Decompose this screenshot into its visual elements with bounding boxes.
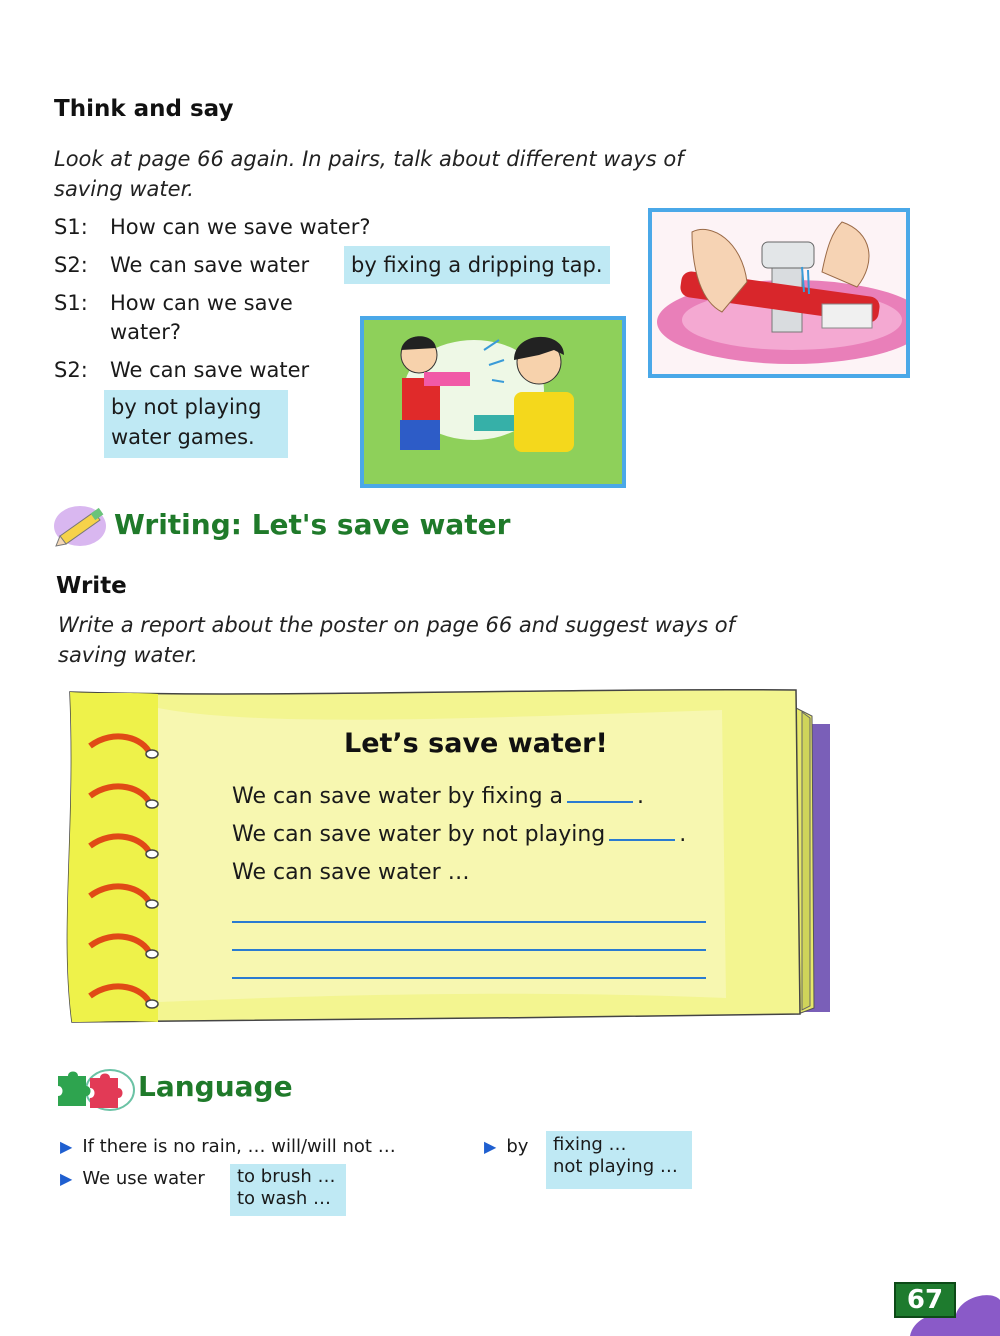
dialogue-line xyxy=(54,212,370,242)
write-instruction xyxy=(58,610,735,670)
blank-field[interactable] xyxy=(567,783,633,803)
notebook-line xyxy=(232,782,644,812)
language-section-title: Language xyxy=(138,1070,293,1103)
instruction-line: saving water. xyxy=(54,177,194,201)
puzzle-icon xyxy=(54,1064,136,1114)
page-number: 67 xyxy=(894,1282,956,1318)
highlight-line: not playing … xyxy=(553,1156,678,1177)
water-games-illustration xyxy=(360,316,626,488)
instruction-line: saving water. xyxy=(58,643,198,667)
instruction-line: Look at page 66 again. In pairs, talk about different ways of xyxy=(54,147,684,171)
dialogue-text: How can we save xyxy=(110,291,293,315)
highlight-line: water games. xyxy=(111,425,255,449)
dialogue-line xyxy=(54,250,309,280)
highlight-line: to brush … xyxy=(237,1166,336,1187)
instruction-line: Write a report about the poster on page 66 and suggest ways of xyxy=(58,613,736,637)
highlight-answer: by fixing a dripping tap. xyxy=(344,246,610,284)
notebook-spiral xyxy=(84,730,164,1010)
language-item xyxy=(60,1168,205,1190)
notebook-line-text: We can save water … xyxy=(232,860,470,885)
dialogue-text: We can save water xyxy=(110,253,310,277)
tap-fixing-illustration xyxy=(648,208,910,378)
writing-line[interactable] xyxy=(232,977,706,979)
dialogue-line xyxy=(54,288,293,318)
language-item-text: We use water xyxy=(82,1168,205,1189)
language-highlight-box xyxy=(230,1164,346,1216)
think-say-heading: Think and say xyxy=(54,96,234,122)
dialogue-text: How can we save water? xyxy=(110,215,371,239)
language-item xyxy=(484,1136,528,1158)
language-item xyxy=(60,1136,396,1158)
speaker-label: S1: xyxy=(54,291,88,315)
dialogue-line xyxy=(54,355,309,385)
pencil-icon xyxy=(50,500,110,550)
notebook-line-text: We can save water by fixing a xyxy=(232,784,564,809)
speaker-label: S2: xyxy=(54,253,88,277)
think-say-instruction xyxy=(54,144,684,204)
language-item-text: If there is no rain, … will/will not … xyxy=(82,1136,396,1157)
period: . xyxy=(679,822,687,847)
notebook-title: Let’s save water! xyxy=(344,728,608,759)
writing-line[interactable] xyxy=(232,921,706,923)
highlight-answer xyxy=(104,390,288,458)
language-item-text: by xyxy=(506,1136,529,1157)
highlight-line: fixing … xyxy=(553,1134,627,1155)
writing-section-title: Writing: Let's save water xyxy=(114,508,511,541)
triangle-bullet-icon: ▶ xyxy=(60,1137,73,1156)
language-highlight-box xyxy=(546,1131,692,1189)
write-subheading: Write xyxy=(56,573,127,599)
highlight-line: to wash … xyxy=(237,1188,332,1209)
triangle-bullet-icon: ▶ xyxy=(60,1169,73,1188)
speaker-label: S1: xyxy=(54,215,88,239)
speaker-label: S2: xyxy=(54,358,88,382)
writing-line[interactable] xyxy=(232,949,706,951)
period: . xyxy=(637,784,645,809)
blank-field[interactable] xyxy=(609,821,675,841)
triangle-bullet-icon: ▶ xyxy=(484,1137,497,1156)
notebook-line-text: We can save water by not playing xyxy=(232,822,606,847)
notebook-line xyxy=(232,820,686,850)
dialogue-text: water? xyxy=(110,320,181,344)
kids-splashing-picture xyxy=(364,320,622,484)
wrench-tap-picture xyxy=(652,212,906,374)
dialogue-text: We can save water xyxy=(110,358,310,382)
highlight-line: by not playing xyxy=(111,395,262,419)
